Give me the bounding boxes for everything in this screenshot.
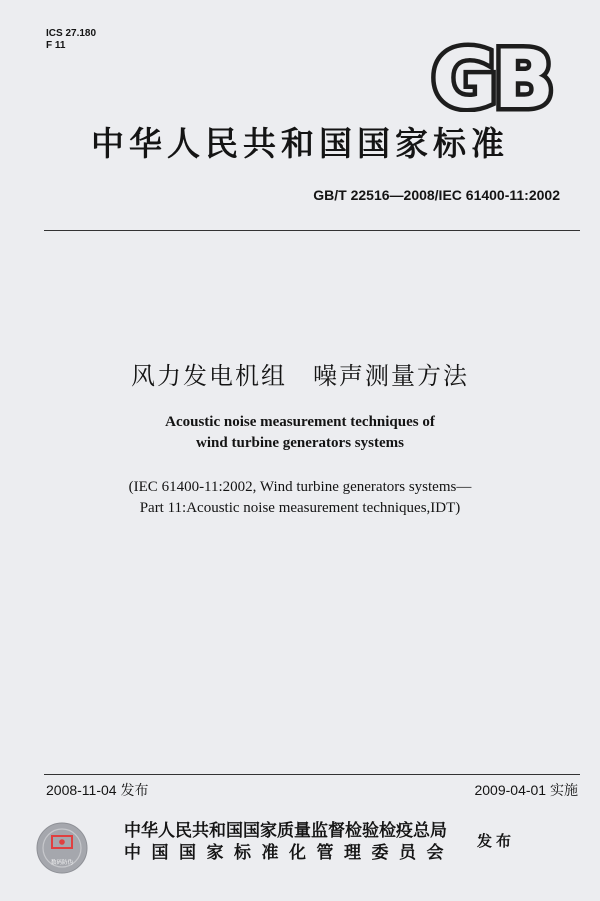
standard-number: GB/T 22516—2008/IEC 61400-11:2002 xyxy=(313,187,560,203)
issuer-2: 中国国家标准化管理委员会 xyxy=(124,843,454,863)
idt-line-1: (IEC 61400-11:2002, Wind turbine generators systems— xyxy=(128,479,472,495)
implement-date: 2009-04-01 实施 xyxy=(474,782,578,798)
anti-counterfeit-seal-icon xyxy=(36,822,88,874)
identical-adoption-note xyxy=(0,477,600,519)
document-title-cn: 风力发电机组 噪声测量方法 xyxy=(131,362,469,390)
idt-line-2: Part 11:Acoustic noise measurement techniques,IDT) xyxy=(139,500,461,516)
header-divider xyxy=(44,230,580,231)
anti-counterfeit-label: 数码防伪 xyxy=(50,860,73,866)
title-en-line-1: Acoustic noise measurement techniques of xyxy=(165,414,435,430)
title-en-line-2: wind turbine generators systems xyxy=(196,435,404,451)
issue-label: 发布 xyxy=(477,832,516,850)
gb-logo-text: GB xyxy=(431,40,551,112)
document-title-en xyxy=(0,412,600,454)
issuer-1: 中华人民共和国国家质量监督检验检疫总局 xyxy=(124,821,447,841)
ccs-code: F 11 xyxy=(46,40,66,51)
issuing-authorities xyxy=(124,820,454,864)
gb-logo xyxy=(425,40,557,112)
publish-date: 2008-11-04 发布 xyxy=(46,782,149,798)
classification-codes xyxy=(46,28,96,52)
standard-title: 中华人民共和国国家标准 xyxy=(91,124,509,163)
ics-code: ICS 27.180 xyxy=(46,28,97,39)
footer-divider xyxy=(44,774,580,775)
